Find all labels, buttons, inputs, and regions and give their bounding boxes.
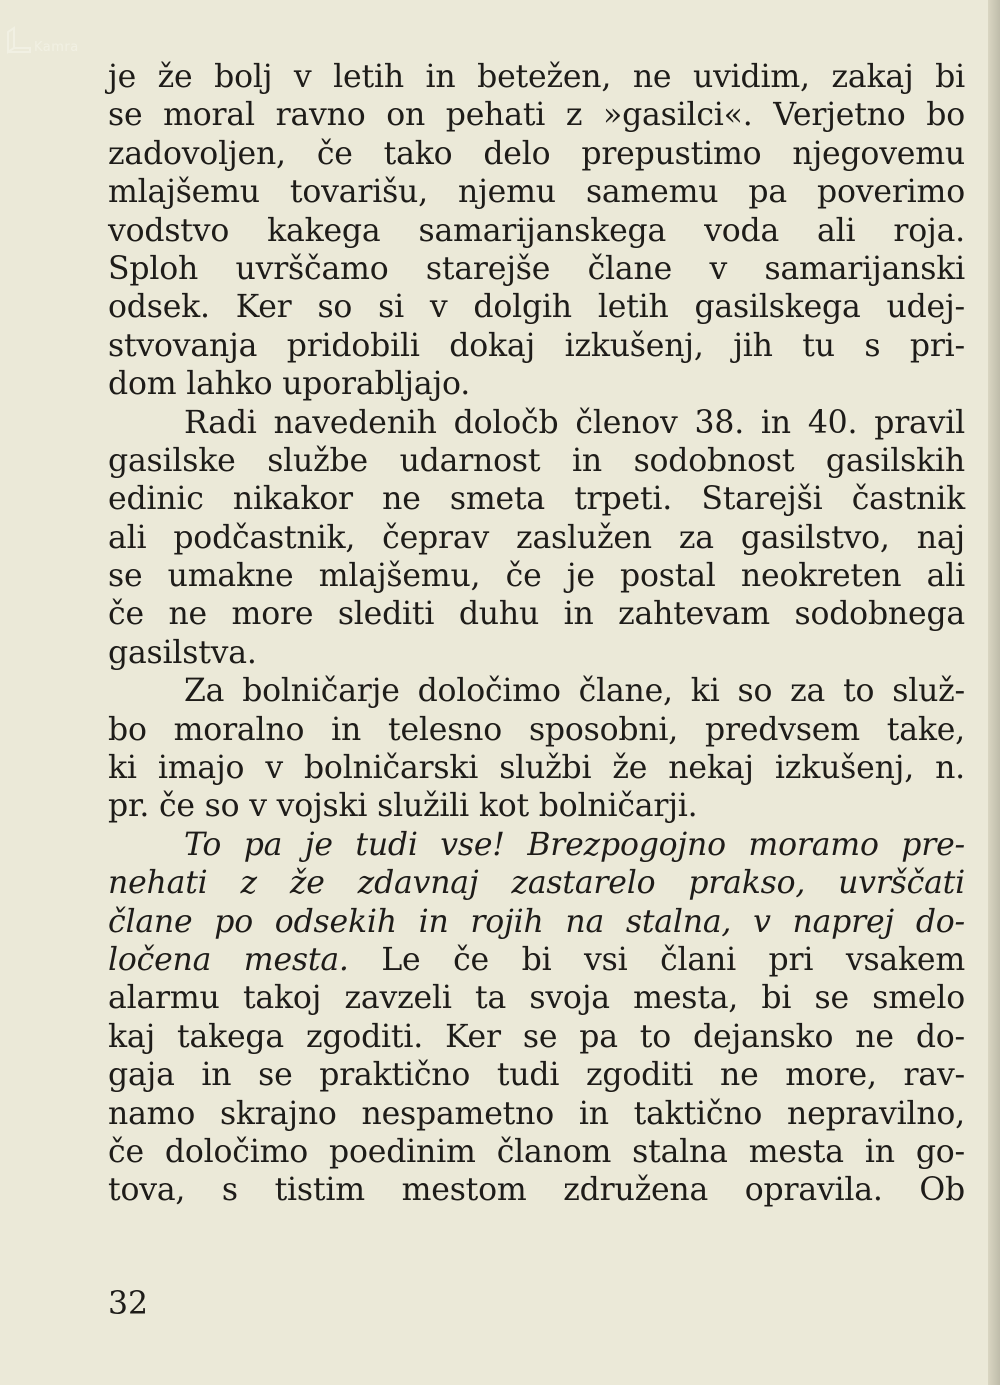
text-line: Sploh uvrščamo starejše člane v samarijanski <box>108 250 965 287</box>
regular-segment: Le če bi vsi člani pri vsakem <box>348 941 966 978</box>
text-line-italic: nehati z že zdavnaj zastarelo prakso, uvrščati <box>108 865 965 902</box>
watermark <box>4 26 114 60</box>
text-line: stvovanja pridobili dokaj izkušenj, jih tu s pri- <box>108 327 965 364</box>
text-line: zadovoljen, če tako delo prepustimo njegovemu <box>108 135 965 172</box>
page-edge <box>988 0 1000 1385</box>
text-line: ki imajo v bolničarski službi že nekaj izkušenj, n. <box>108 750 965 787</box>
text-line: alarmu takoj zavzeli ta svoja mesta, bi se smelo <box>108 980 965 1017</box>
text-line: gaja in se praktično tudi zgoditi ne more, rav- <box>108 1057 965 1094</box>
text-line: se umakne mlajšemu, če je postal neokreten ali <box>108 558 965 595</box>
text-line: namo skrajno nespametno in taktično nepravilno, <box>108 1095 965 1132</box>
italic-segment: ločena mesta. <box>108 941 349 978</box>
text-line-italic: člane po odsekih in rojih na stalna, v naprej do- <box>108 903 965 940</box>
text-line: bo moralno in telesno sposobni, predvsem take, <box>108 711 965 748</box>
text-line: pr. če so v vojski služili kot bolničarji. <box>108 788 698 825</box>
text-line: Radi navedenih določb členov 38. in 40. pravil <box>184 404 965 441</box>
text-line: se moral ravno on pehati z »gasilci«. Verjetno bo <box>108 97 965 134</box>
text-line: vodstvo kakega samarijanskega voda ali roja. <box>108 212 965 249</box>
text-line: tova, s tistim mestom združena opravila. Ob <box>108 1172 965 1209</box>
watermark-label: Kamra <box>34 40 79 55</box>
text-line: edinic nikakor ne smeta trpeti. Starejši častnik <box>108 481 965 518</box>
text-line: kaj takega zgoditi. Ker se pa to dejansko ne do- <box>108 1018 965 1055</box>
text-line-italic: To pa je tudi vse! Brezpogojno moramo pre- <box>184 826 965 863</box>
text-line: je že bolj v letih in betežen, ne uvidim, zakaj bi <box>108 59 965 95</box>
page-number: 32 <box>108 1286 149 1322</box>
text-line: ali podčastnik, čeprav zaslužen za gasilstvo, naj <box>108 519 965 556</box>
text-line: če ne more slediti duhu in zahtevam sodobnega <box>108 596 965 633</box>
text-line: dom lahko uporabljajo. <box>108 366 471 403</box>
text-line: gasilstva. <box>108 634 257 671</box>
text-line: Za bolničarje določimo člane, ki so za to služ- <box>184 673 965 710</box>
body-text <box>108 58 965 1210</box>
text-line: če določimo poedinim članom stalna mesta in go- <box>108 1133 965 1170</box>
text-line: gasilske službe udarnost in sodobnost gasilskih <box>108 442 965 479</box>
watermark-logo-icon <box>4 26 34 56</box>
text-line-mixed <box>108 941 965 979</box>
text-line: odsek. Ker so si v dolgih letih gasilskega udej- <box>108 289 965 326</box>
text-line: mlajšemu tovarišu, njemu samemu pa poverimo <box>108 174 965 211</box>
